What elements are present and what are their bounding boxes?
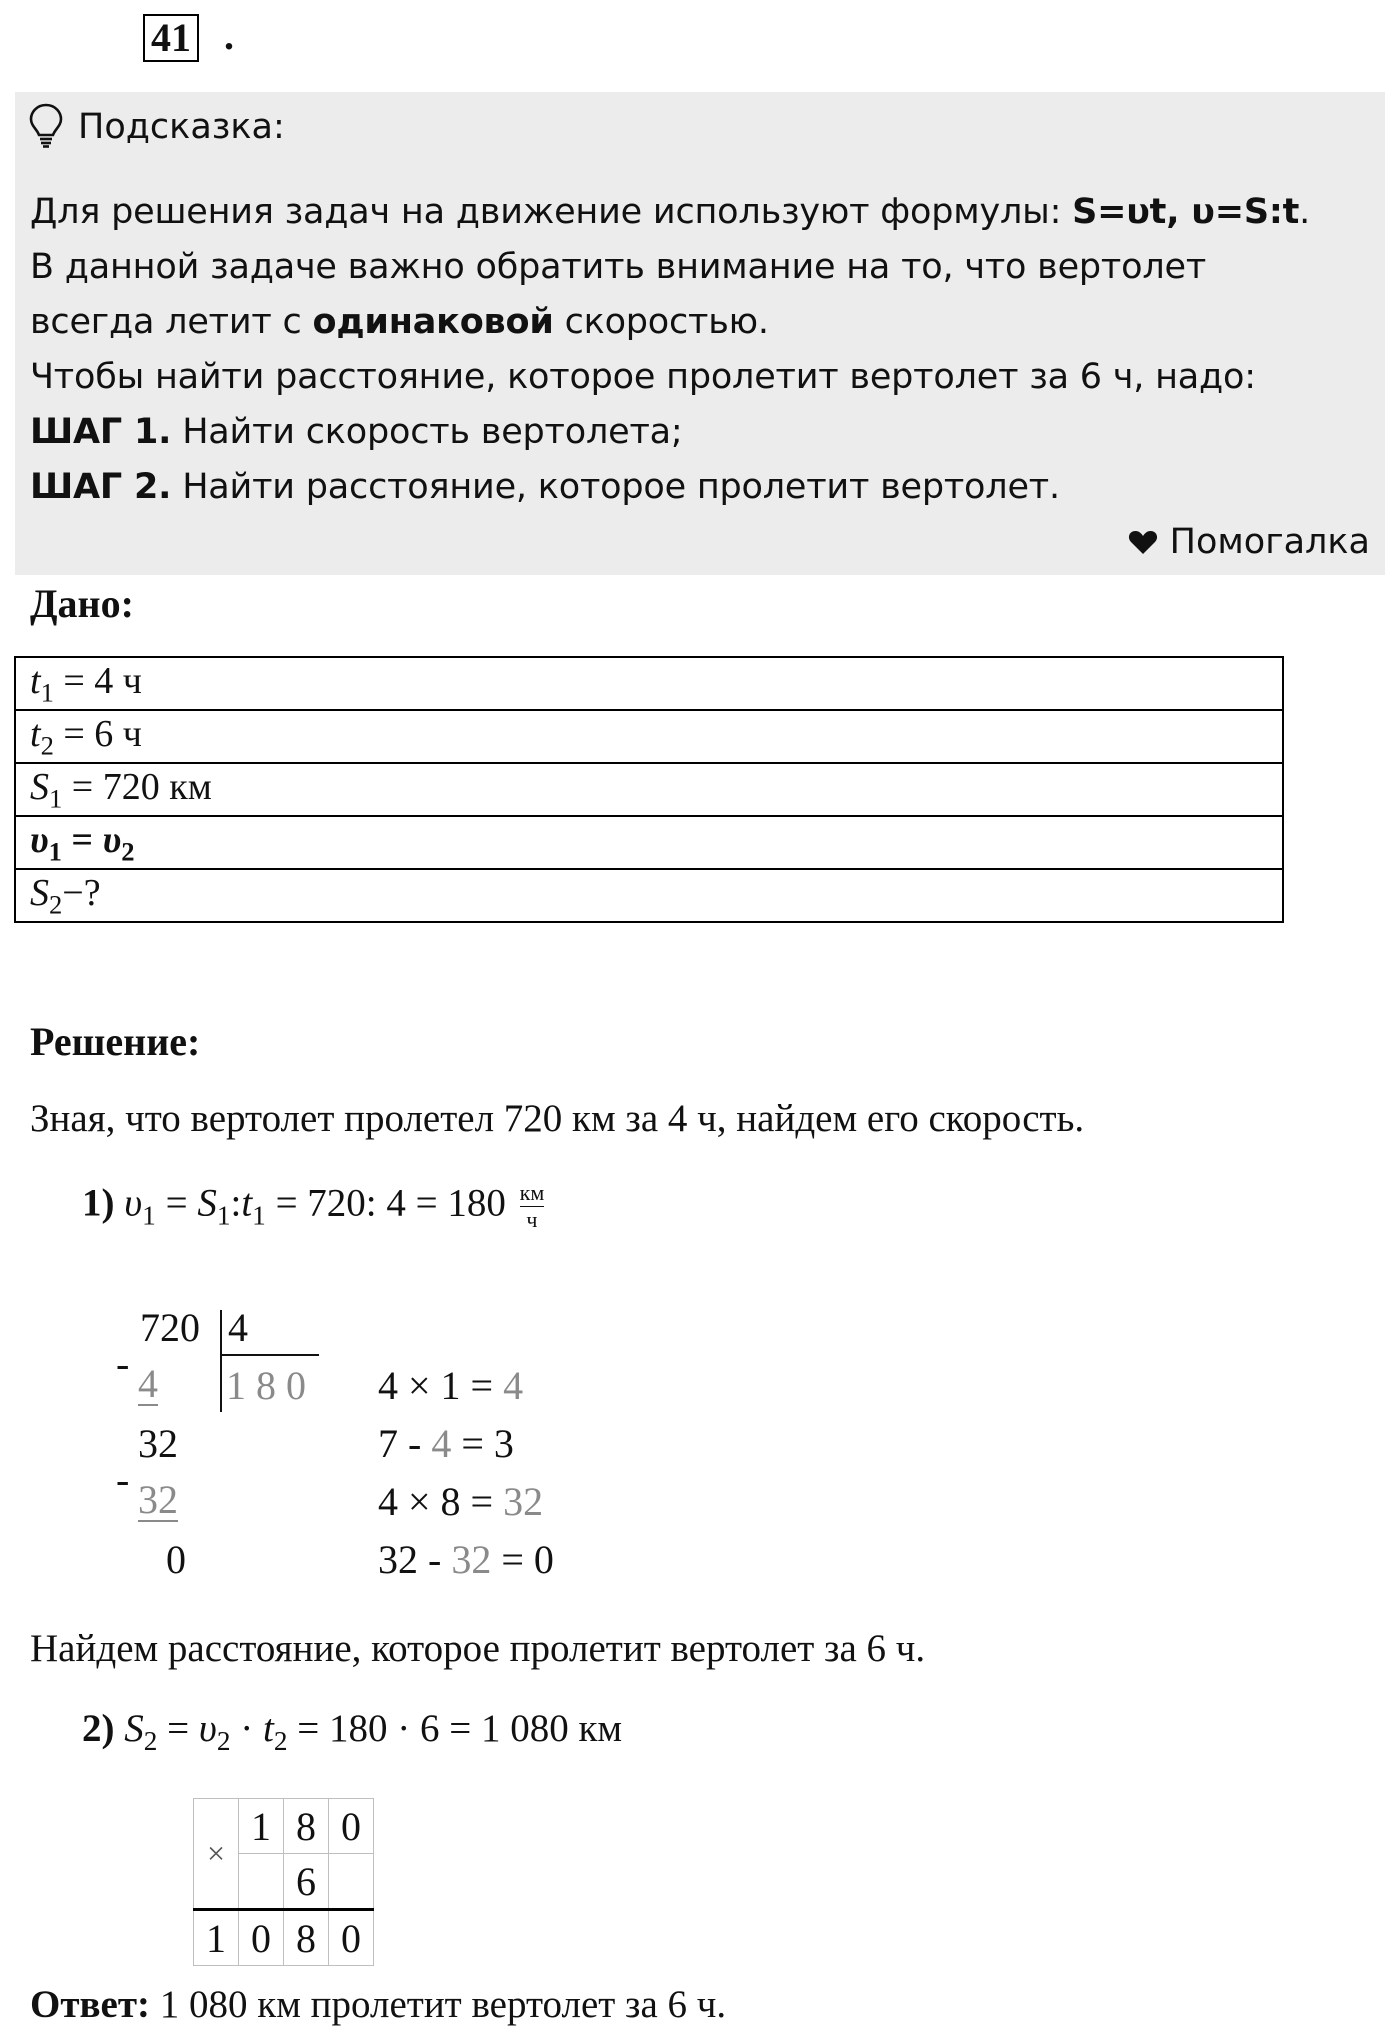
minus-sign: - <box>116 1457 130 1502</box>
mult-result-cell: 1 <box>194 1910 239 1966</box>
mult-cell: 6 <box>284 1854 329 1910</box>
division-divisor: 4 <box>228 1305 248 1350</box>
division-bar-vertical <box>220 1310 222 1412</box>
division-sub-2: 32 <box>138 1477 178 1522</box>
task-number: 41 <box>143 14 199 62</box>
division-rem-2: 0 <box>166 1537 186 1582</box>
brand-label <box>1128 522 1370 562</box>
division-bar-horizontal <box>221 1354 319 1356</box>
mult-result-cell: 0 <box>329 1910 374 1966</box>
hint-header <box>28 102 285 152</box>
hint-line-1: Для решения задач на движение используют формулы: S=υt, υ=S:t. <box>30 192 1311 232</box>
hint-line-4: Чтобы найти расстояние, которое пролетит вертолет за 6 ч, надо: <box>30 357 1256 397</box>
mult-result-cell: 8 <box>284 1910 329 1966</box>
division-note: 32 - 32 = 0 <box>378 1537 554 1582</box>
division-quotient: 1 8 0 <box>226 1363 306 1408</box>
division-rem-1: 32 <box>138 1421 178 1466</box>
step-1-formula: 1) $\upsilon_1$ = $S_1:t_1 = 720$: 4 = 180 км ч <box>82 1180 545 1232</box>
division-note: 4 × 1 = 4 <box>378 1363 524 1408</box>
multiplication-grid <box>193 1798 374 1966</box>
hint-formula: S=υt, υ=S:t <box>1072 192 1300 232</box>
mult-cell: 1 <box>239 1799 284 1854</box>
solution-intro-2: Найдем расстояние, которое пролетит вертолет за 6 ч. <box>30 1627 926 1670</box>
hint-step-2: ШАГ 2. Найти расстояние, которое пролетит вертолет. <box>30 467 1060 507</box>
mult-cell: 8 <box>284 1799 329 1854</box>
given-table <box>14 656 1284 923</box>
heart-icon <box>1128 529 1158 555</box>
hint-step-1: ШАГ 1. Найти скорость вертолета; <box>30 412 683 452</box>
given-row: $S_2-$? <box>15 869 1283 922</box>
given-row: $\upsilon_1 = \upsilon_2$ <box>15 816 1283 869</box>
multiply-sign: × <box>194 1799 239 1910</box>
hint-line-3: всегда летит с одинаковой скоростью. <box>30 302 769 342</box>
given-row: $S_1 = 720$ км <box>15 763 1283 816</box>
division-note: 4 × 8 = 32 <box>378 1479 544 1524</box>
given-row: $t_1 = 4$ ч <box>15 657 1283 710</box>
hint-title: Подсказка: <box>78 107 285 147</box>
minus-sign: - <box>116 1341 130 1386</box>
solution-intro: Зная, что вертолет пролетел 720 км за 4 ч, найдем его скорость. <box>30 1097 1085 1140</box>
task-number-dot: . <box>224 13 234 58</box>
hint-line-2: В данной задаче важно обратить внимание на то, что вертолет <box>30 247 1207 287</box>
brand-name: Помогалка <box>1169 522 1370 562</box>
mult-cell <box>329 1854 374 1910</box>
division-dividend: 720 <box>140 1305 200 1350</box>
step-2-formula: 2) $S_2 = \upsilon_2 \cdot t_2 = 180 \cdot 6 = 1$ 080 км <box>82 1707 623 1756</box>
mult-result-cell: 0 <box>239 1910 284 1966</box>
given-heading: Дано: <box>30 581 134 626</box>
division-note: 7 - 4 = 3 <box>378 1421 514 1466</box>
given-row: $t_2 = 6$ ч <box>15 710 1283 763</box>
division-sub-1: 4 <box>138 1361 158 1406</box>
answer: Ответ: 1 080 км пролетит вертолет за 6 ч. <box>30 1983 727 2026</box>
solution-heading: Решение: <box>30 1019 201 1064</box>
mult-cell <box>239 1854 284 1910</box>
lightbulb-icon <box>28 102 64 153</box>
mult-cell: 0 <box>329 1799 374 1854</box>
